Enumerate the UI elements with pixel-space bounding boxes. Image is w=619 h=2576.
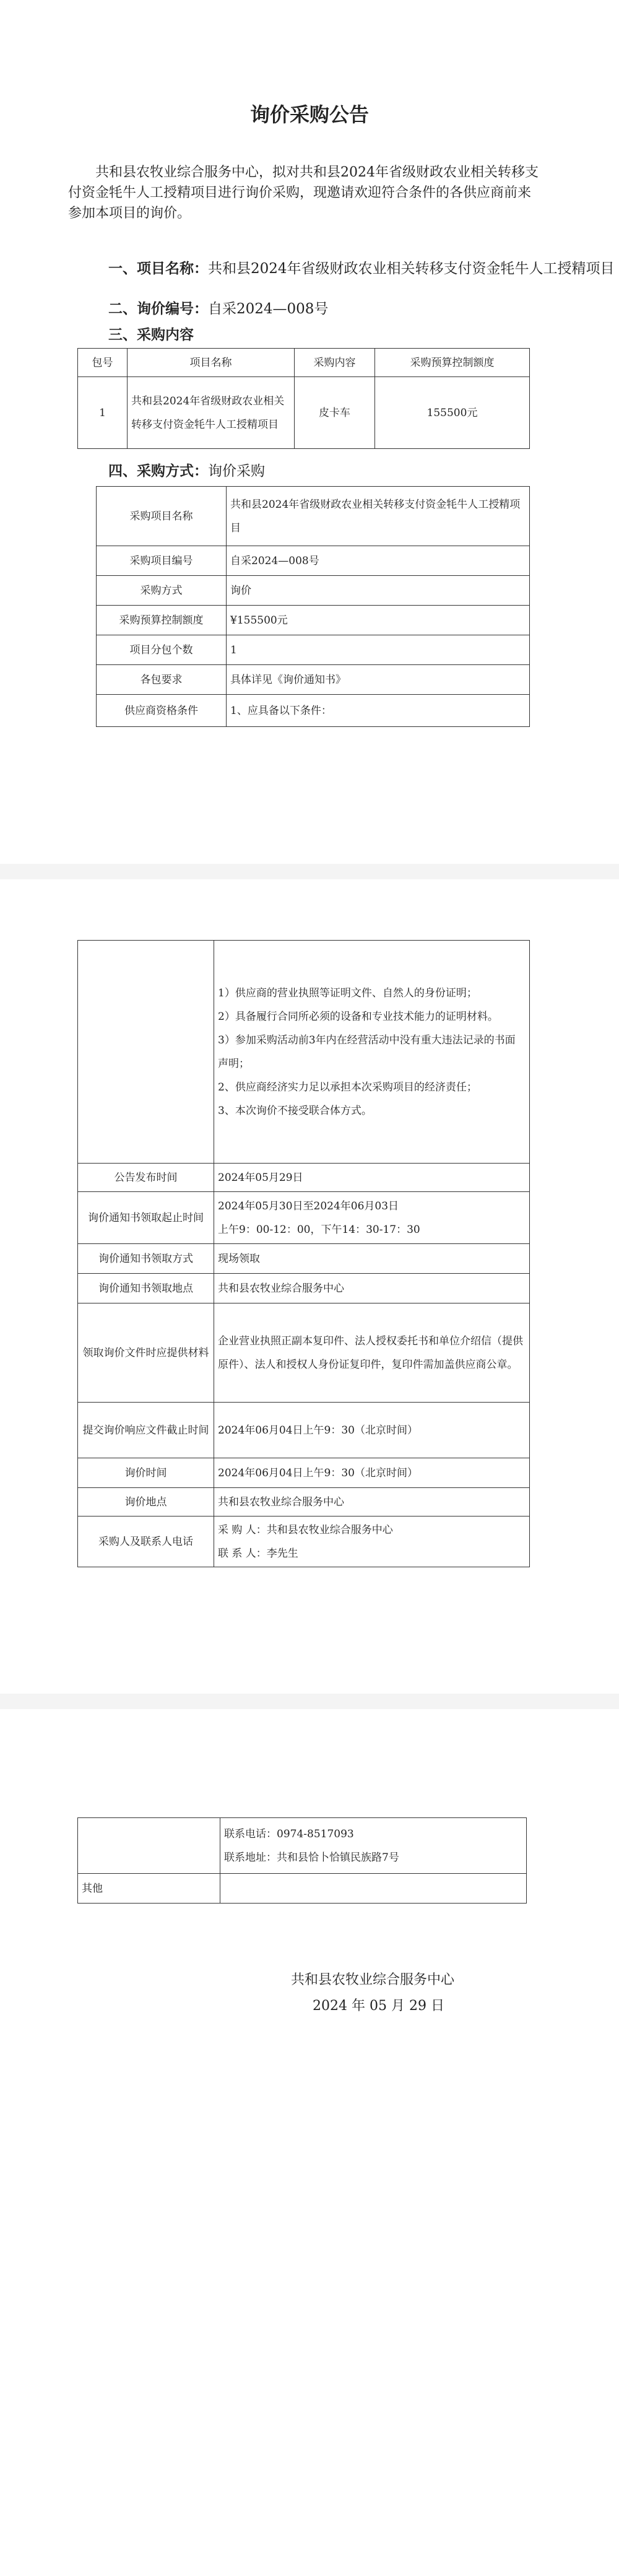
section-value: 共和县2024年省级财政农业相关转移支付资金牦牛人工授精项目 — [208, 261, 615, 277]
row-value — [214, 1192, 530, 1244]
document-page-1 — [0, 0, 619, 864]
row-value: 共和县2024年省级财政农业相关转移支付资金牦牛人工授精项目 — [227, 487, 530, 546]
row-label: 采购方式 — [97, 576, 227, 606]
list-item: 3）参加采购活动前3年内在经营活动中没有重大违法记录的书面声明； — [218, 1033, 516, 1070]
row-label: 提交询价响应文件截止时间 — [78, 1403, 214, 1458]
row-label: 询价时间 — [78, 1458, 214, 1488]
document-page-3 — [0, 1709, 619, 2576]
section-method — [108, 459, 265, 480]
row-value — [220, 1874, 527, 1904]
table-cell: 共和县2024年省级财政农业相关转移支付资金牦牛人工授精项目 — [128, 377, 295, 449]
section-label: 二、询价编号： — [108, 300, 208, 317]
row-label: 询价通知书领取起止时间 — [78, 1192, 214, 1244]
row-value: 共和县农牧业综合服务中心 — [214, 1274, 530, 1303]
info-table — [96, 486, 530, 727]
row-label: 采购人及联系人电话 — [78, 1516, 214, 1567]
row-value: 2024年06月04日上午9：30（北京时间） — [214, 1458, 530, 1488]
column-header: 项目名称 — [128, 349, 295, 377]
list-item: 3、本次询价不接受联合体方式。 — [218, 1104, 372, 1117]
section-project-name — [108, 257, 615, 277]
row-label: 其他 — [78, 1874, 220, 1904]
section-label: 四、采购方式： — [108, 463, 208, 479]
row-value — [214, 1516, 530, 1567]
purchaser: 采 购 人：共和县农牧业综合服务中心 — [218, 1523, 393, 1536]
row-value: 具体详见《询价通知书》 — [227, 665, 530, 695]
row-value: 2024年05月29日 — [214, 1164, 530, 1192]
list-item: 1）供应商的营业执照等证明文件、自然人的身份证明； — [218, 986, 477, 999]
section-label: 一、项目名称： — [108, 260, 208, 277]
row-value: 1 — [227, 635, 530, 665]
row-label: 采购预算控制额度 — [97, 606, 227, 635]
row-label: 公告发布时间 — [78, 1164, 214, 1192]
list-item: 2、供应商经济实力足以承担本次采购项目的经济责任； — [218, 1081, 477, 1094]
row-label: 询价地点 — [78, 1488, 214, 1516]
signature-date: 2024 年 05 月 29 日 — [313, 1998, 444, 2014]
row-label: 各包要求 — [97, 665, 227, 695]
row-value: 自采2024—008号 — [227, 546, 530, 576]
contact-info — [220, 1818, 527, 1874]
row-value: 询价 — [227, 576, 530, 606]
row-value: 企业营业执照正副本复印件、法人授权委托书和单位介绍信（提供原件）、法人和授权人身份证复印件，复印件需加盖供应商公章。 — [214, 1303, 530, 1403]
row-value: ¥155500元 — [227, 606, 530, 635]
table-cell: 1 — [78, 377, 128, 449]
row-value: 1、应具备以下条件： — [227, 695, 530, 727]
document-page-2 — [0, 879, 619, 1694]
info-table-continued — [77, 940, 530, 1567]
content-table — [77, 348, 530, 449]
row-value: 2024年06月04日上午9：30（北京时间） — [214, 1403, 530, 1458]
contact-phone: 联系电话：0974-8517093 — [224, 1827, 354, 1840]
column-header: 包号 — [78, 349, 128, 377]
section-content-heading: 三、采购内容 — [108, 326, 194, 343]
intro-paragraph: 共和县农牧业综合服务中心，拟对共和县2024年省级财政农业相关转移支付资金牦牛人工授精项目进行询价采购，现邀请欢迎符合条件的各供应商前来参加本项目的询价。 — [68, 165, 539, 221]
row-label: 询价通知书领取地点 — [78, 1274, 214, 1303]
page-title: 询价采购公告 — [249, 103, 369, 126]
row-label: 领取询价文件时应提供材料 — [78, 1303, 214, 1403]
row-value: 现场领取 — [214, 1244, 530, 1274]
period-dates: 2024年05月30日至2024年06月03日 — [218, 1199, 399, 1212]
column-header: 采购内容 — [295, 349, 375, 377]
column-header: 采购预算控制额度 — [375, 349, 530, 377]
row-label — [78, 941, 214, 1164]
section-value: 询价采购 — [208, 463, 265, 479]
table-cell: 皮卡车 — [295, 377, 375, 449]
row-value: 共和县农牧业综合服务中心 — [214, 1488, 530, 1516]
row-label: 供应商资格条件 — [97, 695, 227, 727]
row-label: 询价通知书领取方式 — [78, 1244, 214, 1274]
row-label: 项目分包个数 — [97, 635, 227, 665]
qualification-list — [214, 941, 530, 1164]
row-label — [78, 1818, 220, 1874]
period-hours: 上午9：00-12：00，下午14：30-17：30 — [218, 1223, 420, 1236]
signature-org: 共和县农牧业综合服务中心 — [291, 1972, 455, 1988]
section-inquiry-number — [108, 297, 328, 318]
contact-person: 联 系 人：李先生 — [218, 1547, 298, 1560]
row-label: 采购项目编号 — [97, 546, 227, 576]
section-value: 自采2024—008号 — [208, 301, 329, 317]
info-table-end — [77, 1817, 527, 1904]
list-item: 2）具备履行合同所必须的设备和专业技术能力的证明材料。 — [218, 1010, 498, 1023]
contact-address: 联系地址：共和县恰卜恰镇民族路7号 — [224, 1851, 399, 1864]
table-cell: 155500元 — [375, 377, 530, 449]
row-label: 采购项目名称 — [97, 487, 227, 546]
